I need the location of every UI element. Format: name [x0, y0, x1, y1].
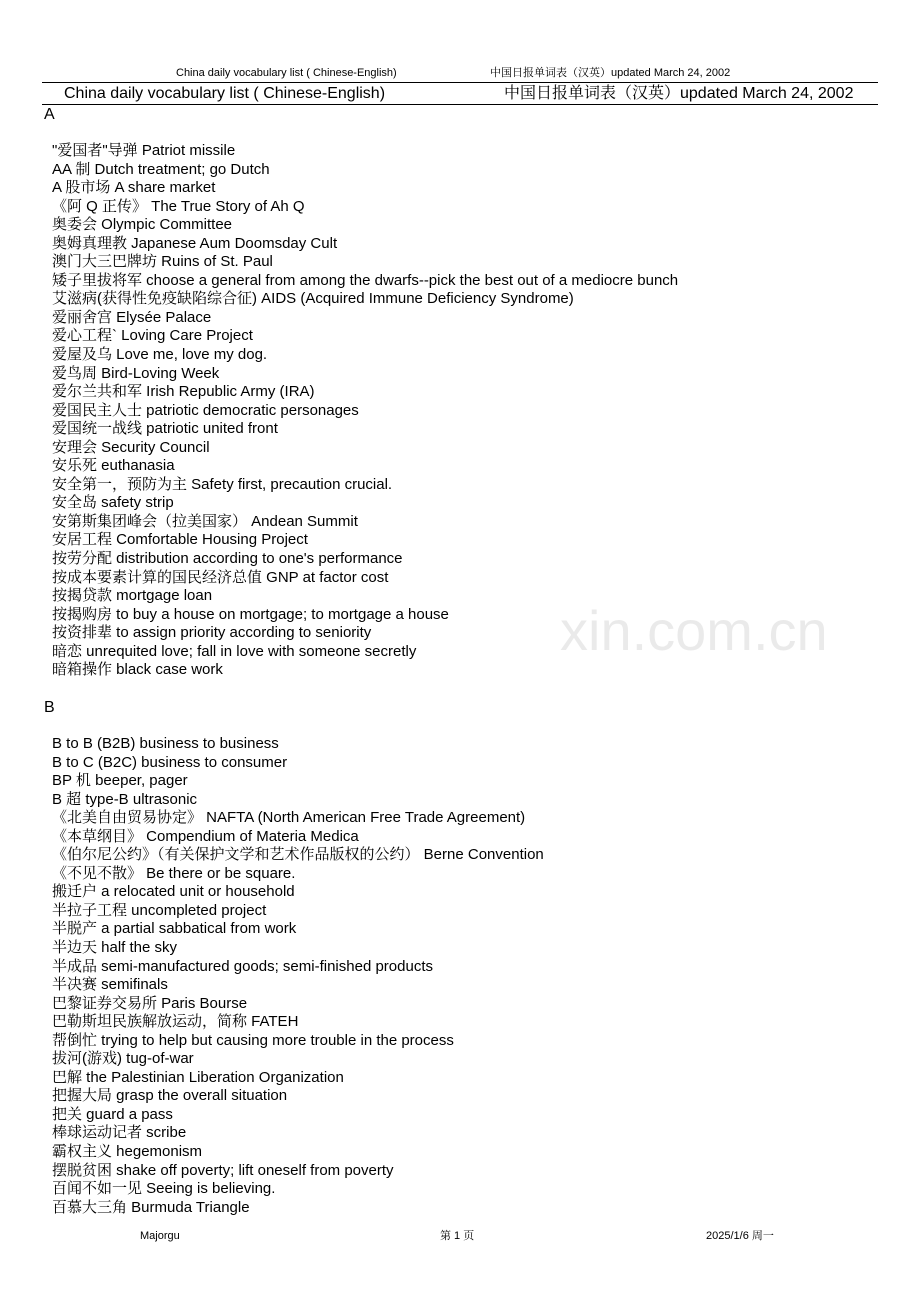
vocabulary-entry: 奥姆真理教 Japanese Aum Doomsday Cult: [52, 234, 338, 252]
vocabulary-entry: B to C (B2C) business to consumer: [52, 753, 288, 771]
vocabulary-entry: 半边天 half the sky: [52, 939, 178, 957]
vocabulary-entry: 《北美自由贸易协定》 NAFTA (North American Free Trade Agreement): [52, 809, 526, 827]
running-header-left: China daily vocabulary list ( Chinese-English): [176, 67, 397, 79]
vocabulary-entry: 按劳分配 distribution according to one's performance: [52, 550, 403, 568]
vocabulary-entry: 半脱产 a partial sabbatical from work: [52, 920, 297, 938]
vocabulary-entry: 安乐死 euthanasia: [52, 457, 175, 475]
section-letter-a: A: [44, 106, 55, 123]
vocabulary-entry: 安全第一，预防为主 Safety first, precaution crucial.: [52, 475, 393, 493]
entry-list-b: [52, 735, 892, 1217]
vocabulary-entry: 爱国民主人士 patriotic democratic personages: [52, 401, 359, 419]
header-rule-top: [42, 82, 878, 83]
vocabulary-entry: 半拉子工程 uncompleted project: [52, 901, 267, 919]
vocabulary-entry: 拔河(游戏) tug-of-war: [52, 1050, 194, 1068]
vocabulary-entry: 暗箱操作 black case work: [52, 661, 223, 679]
footer-date: 2025/1/6 周一: [706, 1230, 774, 1242]
vocabulary-entry: 按成本要素计算的国民经济总值 GNP at factor cost: [52, 568, 389, 586]
vocabulary-entry: 安居工程 Comfortable Housing Project: [52, 531, 308, 549]
vocabulary-entry: 按资排辈 to assign priority according to seniority: [52, 624, 372, 642]
vocabulary-entry: 按揭贷款 mortgage loan: [52, 587, 213, 605]
vocabulary-entry: 按揭购房 to buy a house on mortgage; to mortgage a house: [52, 605, 449, 623]
running-header-right: 中国日报单词表（汉英）updated March 24, 2002: [490, 67, 731, 79]
vocabulary-entry: 安理会 Security Council: [52, 438, 210, 456]
vocabulary-entry: 爱国统一战线 patriotic united front: [52, 420, 278, 438]
vocabulary-entry: 摆脱贫困 shake off poverty; lift oneself from poverty: [52, 1161, 394, 1179]
vocabulary-entry: 霸权主义 hegemonism: [52, 1143, 203, 1161]
vocabulary-entry: 《伯尔尼公约》（有关保护文学和艺术作品版权的公约） Berne Convention: [52, 846, 544, 864]
vocabulary-entry: 巴黎证券交易所 Paris Bourse: [52, 994, 248, 1012]
footer-author: Majorgu: [140, 1230, 180, 1242]
document-title-chinese: 中国日报单词表（汉英）updated March 24, 2002: [504, 85, 854, 102]
vocabulary-entry: 安全岛 safety strip: [52, 494, 174, 512]
vocabulary-entry: 《不见不散》 Be there or be square.: [52, 864, 296, 882]
vocabulary-entry: 百慕大三角 Burmuda Triangle: [52, 1198, 250, 1216]
vocabulary-entry: 奥委会 Olympic Committee: [52, 216, 233, 234]
vocabulary-entry: 《阿 Q 正传》 The True Story of Ah Q: [52, 197, 305, 215]
vocabulary-entry: B 超 type-B ultrasonic: [52, 790, 198, 808]
vocabulary-entry: 把关 guard a pass: [52, 1105, 173, 1123]
vocabulary-entry: AA 制 Dutch treatment; go Dutch: [52, 160, 270, 178]
header-rule-bottom: [42, 104, 878, 105]
vocabulary-entry: 爱心工程` Loving Care Project: [52, 327, 253, 345]
vocabulary-entry: A 股市场 A share market: [52, 179, 216, 197]
vocabulary-entry: B to B (B2B) business to business: [52, 735, 279, 752]
footer-page-number: 第 1 页: [440, 1230, 475, 1242]
entry-list-a: [52, 142, 892, 680]
vocabulary-entry: 棒球运动记者 scribe: [52, 1124, 187, 1142]
vocabulary-entry: 爱丽舍宫 Elysée Palace: [52, 308, 212, 326]
section-letter-b: B: [44, 699, 55, 716]
title-bar: [42, 84, 878, 104]
vocabulary-entry: BP 机 beeper, pager: [52, 772, 188, 790]
vocabulary-entry: 《本草纲目》 Compendium of Materia Medica: [52, 827, 359, 845]
vocabulary-entry: 半决赛 semifinals: [52, 976, 168, 994]
vocabulary-entry: 把握大局 grasp the overall situation: [52, 1087, 288, 1105]
vocabulary-entry: 艾滋病(获得性免疫缺陷综合征) AIDS (Acquired Immune Deficiency Syndrome): [52, 290, 574, 308]
vocabulary-entry: 安第斯集团峰会（拉美国家） Andean Summit: [52, 512, 358, 530]
vocabulary-entry: "爱国者"导弹 Patriot missile: [52, 142, 236, 159]
vocabulary-entry: 半成品 semi-manufactured goods; semi-finished products: [52, 957, 433, 975]
vocabulary-entry: 百闻不如一见 Seeing is believing.: [52, 1180, 276, 1198]
vocabulary-entry: 爱屋及乌 Love me, love my dog.: [52, 346, 268, 364]
vocabulary-entry: 巴解 the Palestinian Liberation Organization: [52, 1068, 344, 1086]
vocabulary-entry: 帮倒忙 trying to help but causing more trouble in the process: [52, 1031, 454, 1049]
vocabulary-entry: 澳门大三巴牌坊 Ruins of St. Paul: [52, 253, 273, 271]
vocabulary-entry: 巴勒斯坦民族解放运动，简称 FATEH: [52, 1013, 299, 1031]
document-title-english: China daily vocabulary list ( Chinese-English): [64, 85, 386, 102]
watermark: xin.com.cn: [560, 599, 828, 662]
vocabulary-entry: 矮子里拔将军 choose a general from among the dwarfs--pick the best out of a mediocre bunch: [52, 271, 679, 289]
vocabulary-entry: 爱鸟周 Bird-Loving Week: [52, 364, 220, 382]
vocabulary-entry: 爱尔兰共和军 Irish Republic Army (IRA): [52, 383, 315, 401]
vocabulary-entry: 暗恋 unrequited love; fall in love with someone secretly: [52, 642, 417, 660]
vocabulary-entry: 搬迁户 a relocated unit or household: [52, 883, 295, 901]
